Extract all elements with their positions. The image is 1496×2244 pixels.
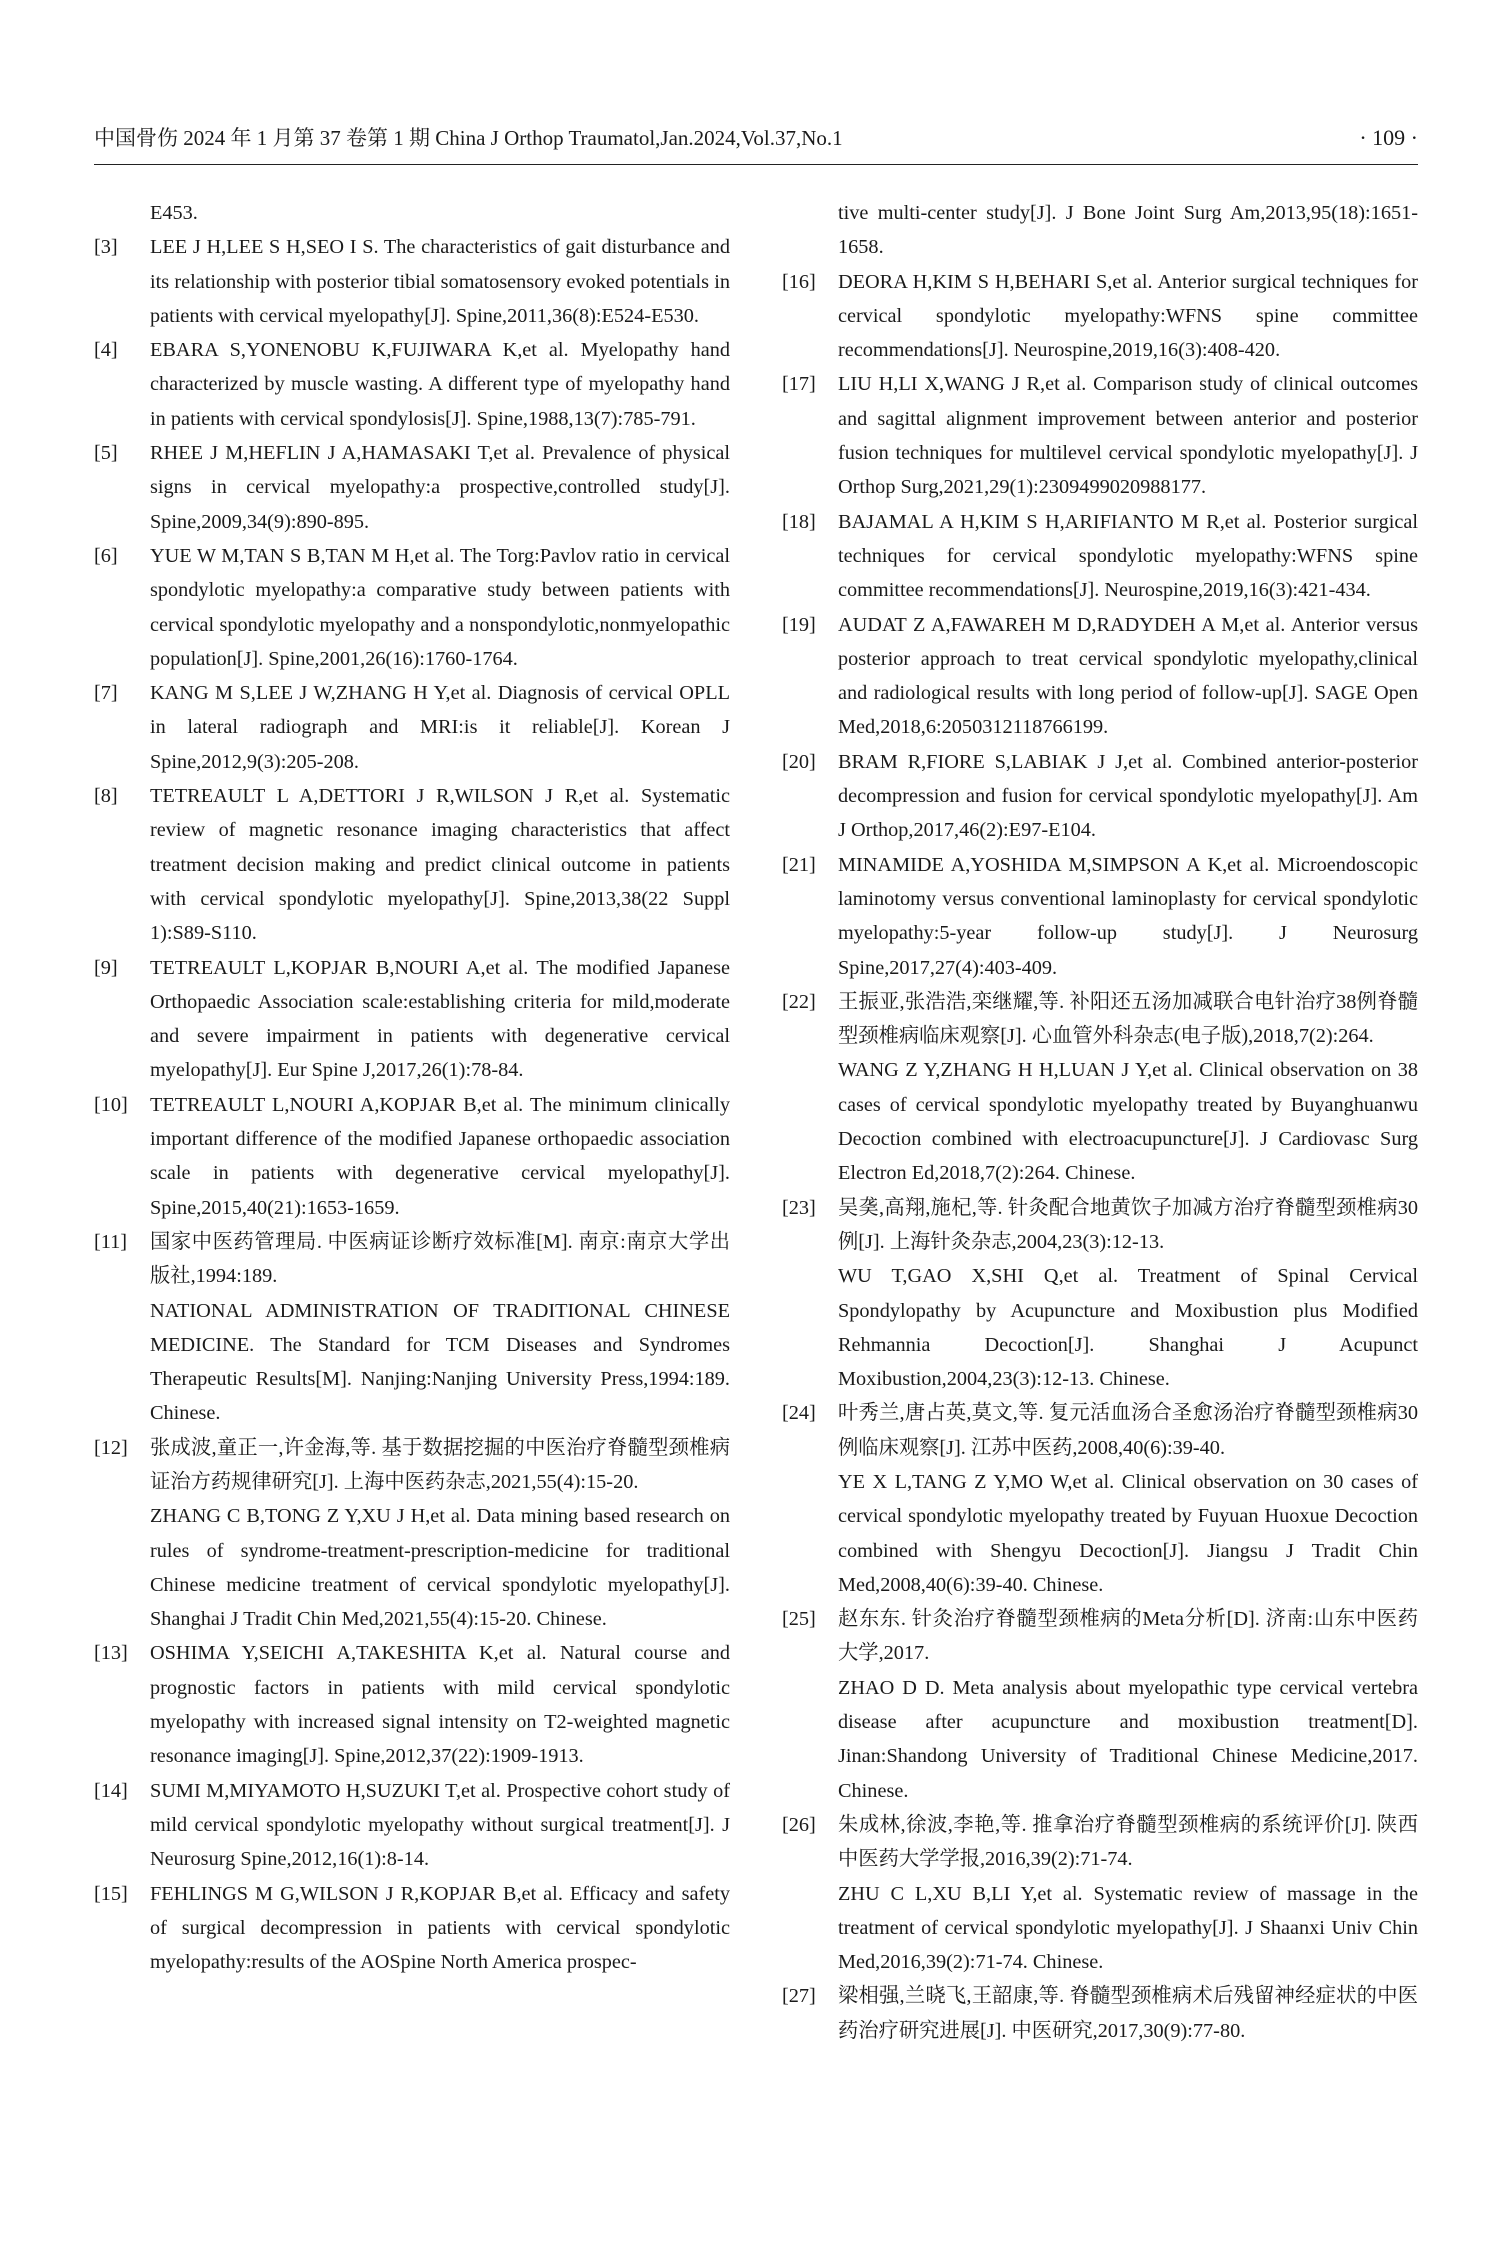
reference-item: [94, 436, 730, 539]
right-column: [782, 196, 1418, 2048]
reference-number: [27]: [782, 1985, 816, 2008]
reference-translation: ZHANG C B,TONG Z Y,XU J H,et al. Data mining based research on rules of syndrome-treatment-prescription-medicine for traditional Chinese medicine treatment of cervical spondylotic myelopathy[J]. Shanghai J Tradit Chin Med,2021,55(4):15-20. Chinese.: [150, 1505, 730, 1631]
reference-item: [782, 265, 1418, 368]
reference-text: 王振亚,张浩浩,栾继耀,等. 补阳还五汤加减联合电针治疗38例脊髓型颈椎病临床观察[J]. 心血管外科杂志(电子版),2018,7(2):264.: [838, 990, 1418, 1048]
reference-item: [94, 676, 730, 779]
reference-text: BRAM R,FIORE S,LABIAK J J,et al. Combined anterior-posterior decompression and fusion for cervical spondylotic myelopathy[J]. Am J Orthop,2017,46(2):E97-E104.: [838, 750, 1418, 842]
reference-number: [21]: [782, 853, 816, 876]
reference-number: [17]: [782, 373, 816, 396]
reference-text: MINAMIDE A,YOSHIDA M,SIMPSON A K,et al. Microendoscopic laminotomy versus conventional laminoplasty for cervical spondylotic myelopathy:5-year follow-up study[J]. J Neurosurg Spine,2017,27(4):403-409.: [838, 853, 1418, 979]
reference-number: [22]: [782, 990, 816, 1013]
reference-item: [94, 1877, 730, 1980]
reference-item: [782, 1191, 1418, 1397]
reference-text: 梁相强,兰晓飞,王韶康,等. 脊髓型颈椎病术后残留神经症状的中医药治疗研究进展[J]. 中医研究,2017,30(9):77-80.: [838, 1985, 1418, 2042]
reference-number: [5]: [94, 442, 118, 465]
reference-continuation: [94, 196, 730, 230]
reference-text: 国家中医药管理局. 中医病证诊断疗效标准[M]. 南京:南京大学出版社,1994:189.: [150, 1230, 730, 1288]
reference-number: [15]: [94, 1882, 128, 1905]
reference-item: [94, 1636, 730, 1773]
reference-item: [782, 505, 1418, 608]
page-number: · 109 ·: [1359, 125, 1418, 150]
reference-translation: YE X L,TANG Z Y,MO W,et al. Clinical observation on 30 cases of cervical spondylotic myelopathy treated by Fuyuan Huoxue Decoction combined with Shengyu Decoction[J]. Jiangsu J Tradit Chin Med,2008,40(6):39-40. Chinese.: [838, 1470, 1418, 1596]
reference-text: tive multi-center study[J]. J Bone Joint Surg Am,2013,95(18):1651-1658.: [838, 202, 1418, 259]
reference-translation: NATIONAL ADMINISTRATION OF TRADITIONAL CHINESE MEDICINE. The Standard for TCM Diseases and Syndromes Therapeutic Results[M]. Nanjing:Nanjing University Press,1994:189. Chinese.: [150, 1299, 730, 1425]
reference-item: [782, 1396, 1418, 1602]
reference-text: 吴䶮,高翔,施杞,等. 针灸配合地黄饮子加减方治疗脊髓型颈椎病30例[J]. 上海针灸杂志,2004,23(3):12-13.: [838, 1196, 1418, 1253]
reference-number: [19]: [782, 613, 816, 636]
reference-number: [18]: [782, 510, 816, 533]
reference-text: YUE W M,TAN S B,TAN M H,et al. The Torg:Pavlov ratio in cervical spondylotic myelopathy:a comparative study between patients with cervical spondylotic myelopathy and a nonspondylotic,nonmyelopathic population[J]. Spine,2001,26(16):1760-1764.: [150, 544, 730, 670]
reference-number: [9]: [94, 956, 118, 979]
reference-number: [23]: [782, 1196, 816, 1219]
reference-text: E453.: [150, 202, 198, 224]
reference-list-left: [94, 230, 730, 1979]
reference-text: LIU H,LI X,WANG J R,et al. Comparison study of clinical outcomes and sagittal alignment improvement between anterior and posterior fusion techniques for multilevel cervical spondylotic myelopathy[J]. J Orthop Surg,2021,29(1):2309499020988177.: [838, 373, 1418, 499]
reference-text: EBARA S,YONENOBU K,FUJIWARA K,et al. Myelopathy hand characterized by muscle wasting. A different type of myelopathy hand in patients with cervical spondylosis[J]. Spine,1988,13(7):785-791.: [150, 339, 730, 430]
reference-text: 朱成林,徐波,李艳,等. 推拿治疗脊髓型颈椎病的系统评价[J]. 陕西中医药大学学报,2016,39(2):71-74.: [838, 1813, 1418, 1871]
reference-item: [782, 745, 1418, 848]
reference-item: [94, 1225, 730, 1431]
reference-text: KANG M S,LEE J W,ZHANG H Y,et al. Diagnosis of cervical OPLL in lateral radiograph and MRI:is it reliable[J]. Korean J Spine,2012,9(3):205-208.: [150, 682, 730, 773]
reference-item: [94, 230, 730, 333]
reference-number: [4]: [94, 339, 118, 362]
reference-item: [782, 1808, 1418, 1979]
reference-text: 赵东东. 针灸治疗脊髓型颈椎病的Meta分析[D]. 济南:山东中医药大学,2017.: [838, 1608, 1418, 1665]
reference-number: [13]: [94, 1642, 128, 1665]
reference-text: TETREAULT L,NOURI A,KOPJAR B,et al. The minimum clinically important difference of the modified Japanese orthopaedic association scale in patients with degenerative cervical myelopathy[J]. Spine,2015,40(21):1653-1659.: [150, 1093, 730, 1219]
reference-item: [782, 1979, 1418, 2048]
reference-item: [94, 333, 730, 436]
reference-number: [16]: [782, 270, 816, 293]
reference-number: [11]: [94, 1230, 128, 1253]
reference-text: RHEE J M,HEFLIN J A,HAMASAKI T,et al. Prevalence of physical signs in cervical myelopathy:a prospective,controlled study[J]. Spine,2009,34(9):890-895.: [150, 442, 730, 533]
reference-item: [94, 1431, 730, 1637]
reference-item: [782, 985, 1418, 1191]
reference-number: [25]: [782, 1608, 816, 1631]
reference-number: [14]: [94, 1779, 128, 1802]
reference-text: OSHIMA Y,SEICHI A,TAKESHITA K,et al. Natural course and prognostic factors in patients with mild cervical spondylotic myelopathy with increased signal intensity on T2-weighted magnetic resonance imaging[J]. Spine,2012,37(22):1909-1913.: [150, 1642, 730, 1768]
reference-text: FEHLINGS M G,WILSON J R,KOPJAR B,et al. Efficacy and safety of surgical decompression in patients with cervical spondylotic myelopathy:results of the AOSpine North America prospec-: [150, 1882, 730, 1974]
reference-translation: WANG Z Y,ZHANG H H,LUAN J Y,et al. Clinical observation on 38 cases of cervical spondylotic myelopathy treated by Buyanghuanwu Decoction combined with electroacupuncture[J]. J Cardiovasc Surg Electron Ed,2018,7(2):264. Chinese.: [838, 1059, 1418, 1185]
left-column: [94, 196, 730, 1979]
reference-item: [782, 848, 1418, 985]
reference-number: [24]: [782, 1402, 816, 1425]
reference-item: [782, 1602, 1418, 1808]
reference-item: [94, 779, 730, 950]
reference-translation: WU T,GAO X,SHI Q,et al. Treatment of Spinal Cervical Spondylopathy by Acupuncture and Moxibustion plus Modified Rehmannia Decoction[J]. Shanghai J Acupunct Moxibustion,2004,23(3):12-13. Chinese.: [838, 1265, 1418, 1391]
header-rule: [94, 164, 1418, 165]
reference-number: [26]: [782, 1813, 816, 1836]
reference-item: [94, 951, 730, 1088]
reference-text: 张成波,童正一,许金海,等. 基于数据挖掘的中医治疗脊髓型颈椎病证治方药规律研究[J]. 上海中医药杂志,2021,55(4):15-20.: [150, 1436, 730, 1493]
reference-item: [94, 539, 730, 676]
reference-number: [12]: [94, 1436, 128, 1459]
reference-text: TETREAULT L,KOPJAR B,NOURI A,et al. The modified Japanese Orthopaedic Association scale:establishing criteria for mild,moderate and severe impairment in patients with degenerative cervical myelopathy[J]. Eur Spine J,2017,26(1):78-84.: [150, 956, 730, 1082]
reference-text: SUMI M,MIYAMOTO H,SUZUKI T,et al. Prospective cohort study of mild cervical spondylotic myelopathy without surgical treatment[J]. J Neurosurg Spine,2012,16(1):8-14.: [150, 1779, 730, 1871]
reference-number: [3]: [94, 236, 118, 259]
reference-item: [94, 1774, 730, 1877]
reference-list-right: [782, 265, 1418, 2048]
reference-text: TETREAULT L A,DETTORI J R,WILSON J R,et al. Systematic review of magnetic resonance imaging characteristics that affect treatment decision making and predict clinical outcome in patients with cervical spondylotic myelopathy[J]. Spine,2013,38(22 Suppl 1):S89-S110.: [150, 785, 730, 945]
reference-item: [94, 1088, 730, 1225]
reference-number: [6]: [94, 544, 118, 567]
reference-number: [7]: [94, 682, 118, 705]
reference-text: DEORA H,KIM S H,BEHARI S,et al. Anterior surgical techniques for cervical spondylotic myelopathy:WFNS spine committee recommendations[J]. Neurospine,2019,16(3):408-420.: [838, 270, 1418, 362]
reference-item: [782, 608, 1418, 745]
reference-text: AUDAT Z A,FAWAREH M D,RADYDEH A M,et al. Anterior versus posterior approach to treat cervical spondylotic myelopathy,clinical and radiological results with long period of follow-up[J]. SAGE Open Med,2018,6:2050312118766199.: [838, 613, 1418, 739]
reference-continuation: [782, 196, 1418, 265]
reference-number: [8]: [94, 785, 118, 808]
reference-item: [782, 367, 1418, 504]
reference-number: [20]: [782, 750, 816, 773]
reference-text: 叶秀兰,唐占英,莫文,等. 复元活血汤合圣愈汤治疗脊髓型颈椎病30例临床观察[J]. 江苏中医药,2008,40(6):39-40.: [838, 1402, 1418, 1459]
reference-text: BAJAMAL A H,KIM S H,ARIFIANTO M R,et al. Posterior surgical techniques for cervical spondylotic myelopathy:WFNS spine committee recommendations[J]. Neurospine,2019,16(3):421-434.: [838, 510, 1418, 602]
reference-number: [10]: [94, 1093, 128, 1116]
reference-translation: ZHAO D D. Meta analysis about myelopathic type cervical vertebra disease after acupuncture and moxibustion treatment[D]. Jinan:Shandong University of Traditional Chinese Medicine,2017. Chinese.: [838, 1676, 1418, 1802]
reference-translation: ZHU C L,XU B,LI Y,et al. Systematic review of massage in the treatment of cervical spondylotic myelopathy[J]. J Shaanxi Univ Chin Med,2016,39(2):71-74. Chinese.: [838, 1882, 1418, 1974]
journal-citation-header: 中国骨伤 2024 年 1 月第 37 卷第 1 期 China J Orthop Traumatol,Jan.2024,Vol.37,No.1: [94, 126, 843, 150]
reference-text: LEE J H,LEE S H,SEO I S. The characteristics of gait disturbance and its relationship with posterior tibial somatosensory evoked potentials in patients with cervical myelopathy[J]. Spine,2011,36(8):E524-E530.: [150, 236, 730, 327]
